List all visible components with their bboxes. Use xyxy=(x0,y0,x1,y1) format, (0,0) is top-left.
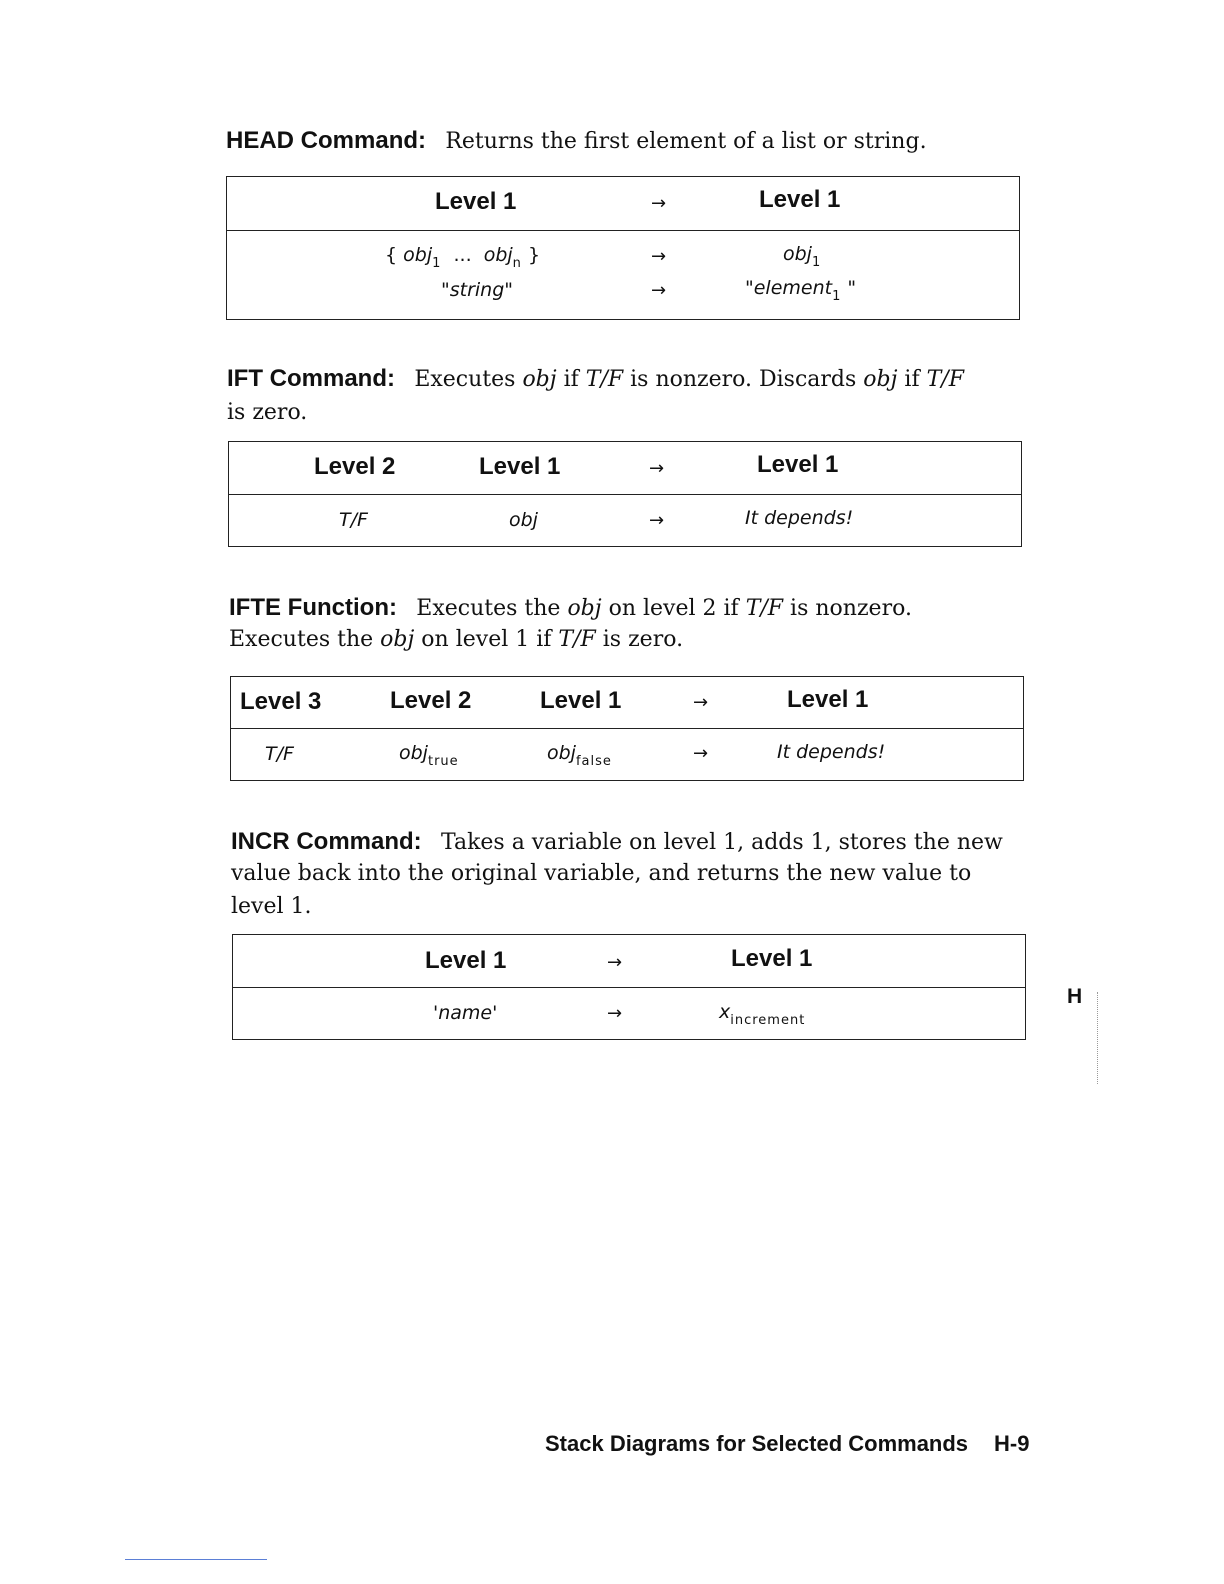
ifte-desc-f: Executes the xyxy=(229,627,381,652)
incr-header-level1-in: Level 1 xyxy=(425,947,507,974)
ifte-header-level3: Level 3 xyxy=(240,688,322,715)
head-row1-arrow: → xyxy=(651,246,667,267)
head-row2-out-sub: 1 xyxy=(832,289,842,304)
ifte-row-arrow: → xyxy=(693,743,709,764)
head-description: Returns the first element of a list or string. xyxy=(445,129,927,154)
bottom-edge-rule xyxy=(125,1559,267,1560)
incr-header-level1-out: Level 1 xyxy=(731,945,813,972)
head-header-arrow: → xyxy=(651,193,667,214)
incr-table-header xyxy=(233,935,1025,988)
head-row1-objn: obj xyxy=(483,244,513,266)
ift-row-arrow: → xyxy=(649,510,665,531)
ift-header-level1-in: Level 1 xyxy=(479,453,561,480)
ift-command-name: IFT Command: xyxy=(227,365,395,392)
ift-description-line2: is zero. xyxy=(227,400,308,425)
ift-desc-e: is nonzero. Discards xyxy=(623,367,864,392)
ift-stack-diagram xyxy=(228,441,1022,547)
ifte-desc-obj1: obj xyxy=(567,596,602,621)
ifte-desc-e: is nonzero. xyxy=(783,596,912,621)
ifte-row-level1-obj: obj xyxy=(547,742,576,764)
head-stack-diagram xyxy=(226,176,1020,320)
ift-desc-tf2: T/F xyxy=(926,367,964,392)
ifte-row-level2 xyxy=(399,742,459,769)
head-row1-obj1: obj xyxy=(403,244,433,266)
incr-heading xyxy=(231,825,1031,859)
ifte-desc-tf1: T/F xyxy=(745,596,784,621)
ift-desc-c: if xyxy=(556,367,586,392)
ift-desc-tf1: T/F xyxy=(585,367,624,392)
ift-heading xyxy=(227,362,1027,396)
head-row2-input: "string" xyxy=(441,279,514,301)
ifte-description xyxy=(416,596,912,621)
incr-row-output-sub: increment xyxy=(730,1013,806,1028)
head-row1-ellipsis: ... xyxy=(453,244,472,266)
ift-header-level2: Level 2 xyxy=(314,453,396,480)
ifte-row-level2-sub: true xyxy=(427,754,459,769)
head-row2-out-close: " xyxy=(841,277,857,299)
ift-table-header xyxy=(229,442,1021,495)
head-header-level1-in: Level 1 xyxy=(435,188,517,215)
incr-command-name: INCR Command: xyxy=(231,828,422,855)
incr-description-line1: Takes a variable on level 1, adds 1, stores the new xyxy=(440,830,1003,855)
incr-row-output-x: x xyxy=(719,1001,731,1023)
head-heading xyxy=(226,124,927,158)
incr-row-arrow: → xyxy=(607,1003,623,1024)
ifte-table-header xyxy=(231,677,1023,729)
ift-desc-a: Executes xyxy=(414,367,523,392)
ift-header-level1-out: Level 1 xyxy=(757,451,839,478)
ifte-row-level2-obj: obj xyxy=(399,742,428,764)
ifte-stack-diagram xyxy=(230,676,1024,781)
ifte-description-line2 xyxy=(229,623,683,656)
chapter-tab-edge xyxy=(1097,992,1098,1084)
ifte-command-name: IFTE Function: xyxy=(229,594,397,621)
ifte-desc-h: on level 1 if xyxy=(414,627,559,652)
head-row1-brace-open: { xyxy=(385,244,398,266)
head-row1-out-obj: obj xyxy=(783,243,812,265)
head-row1-objn-sub: n xyxy=(512,256,522,271)
head-row2-arrow: → xyxy=(651,280,667,301)
head-table-header xyxy=(227,177,1019,231)
ifte-header-level1-in: Level 1 xyxy=(540,687,622,714)
ift-row-output: It depends! xyxy=(745,507,854,529)
incr-description-line2: value back into the original variable, and returns the new value to xyxy=(231,861,972,886)
head-row1-input xyxy=(385,244,541,271)
ift-desc-g: if xyxy=(897,367,927,392)
head-command-name: HEAD Command: xyxy=(226,127,427,154)
ifte-header-arrow: → xyxy=(693,692,709,713)
ift-desc-obj2: obj xyxy=(863,367,898,392)
incr-stack-diagram xyxy=(232,934,1026,1040)
incr-row-input: 'name' xyxy=(433,1002,498,1024)
ifte-row-level1-sub: false xyxy=(575,754,612,769)
head-header-level1-out: Level 1 xyxy=(759,186,841,213)
ifte-header-level2: Level 2 xyxy=(390,687,472,714)
head-row1-out-sub: 1 xyxy=(811,255,822,270)
ifte-row-level1 xyxy=(547,742,612,769)
incr-row-output xyxy=(719,1001,806,1028)
ift-desc-obj1: obj xyxy=(522,367,557,392)
head-row1-output xyxy=(783,243,822,270)
ift-row-level2: T/F xyxy=(339,509,368,531)
ifte-row-output: It depends! xyxy=(777,741,886,763)
footer-title: Stack Diagrams for Selected Commands xyxy=(545,1431,969,1456)
incr-description-line3: level 1. xyxy=(231,894,312,919)
ift-header-arrow: → xyxy=(649,458,665,479)
page-number: H-9 xyxy=(994,1431,1030,1456)
ifte-desc-tf2: T/F xyxy=(558,627,596,652)
ifte-desc-j: is zero. xyxy=(595,627,684,652)
head-row1-obj1-sub: 1 xyxy=(432,256,442,271)
chapter-tab-letter: H xyxy=(1067,985,1083,1008)
ifte-heading xyxy=(229,591,1029,625)
incr-header-arrow: → xyxy=(607,952,623,973)
head-row1-brace-close: } xyxy=(527,244,541,266)
ifte-row-level3: T/F xyxy=(265,743,294,765)
ift-row-level1: obj xyxy=(509,509,538,531)
ift-description xyxy=(414,367,964,392)
ifte-header-level1-out: Level 1 xyxy=(787,686,869,713)
ifte-desc-c: on level 2 if xyxy=(601,596,746,621)
ifte-desc-obj2: obj xyxy=(380,627,415,652)
head-row2-out-text: "element xyxy=(745,277,833,299)
ifte-desc-a: Executes the xyxy=(416,596,568,621)
head-row2-output xyxy=(745,277,857,304)
